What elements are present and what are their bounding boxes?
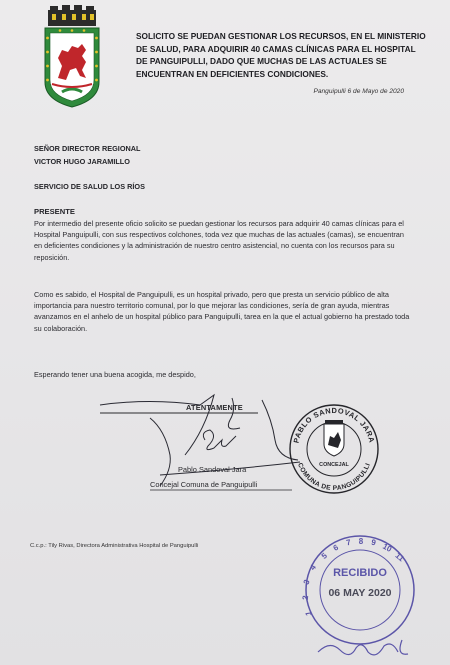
receiver-signature-icon	[318, 640, 408, 655]
seal-ring-bottom: COMUNA DE PANGUIPULLI	[295, 462, 372, 493]
received-date: 06 MAY 2020	[328, 587, 392, 599]
svg-text:11: 11	[393, 550, 406, 564]
seal-ring-top: PABLO SANDOVAL JARA	[291, 405, 377, 444]
body-paragraph-1: Por intermedio del presente oficio solicito se puedan gestionar los recursos para adquirir 40 camas clínicas para el Hospital Panguipulli, con sus respectivos colchones, toda vez que muchas de las actuales (camas), se encuentran en deficientes condiciones y la administración de nuestro centro asistencial, no cuenta con los recursos para su reposición.	[34, 219, 404, 262]
councillor-seal-icon	[290, 405, 378, 493]
received-stamp-icon	[301, 536, 414, 655]
handwritten-signature-icon	[100, 395, 300, 486]
svg-text:7: 7	[345, 537, 352, 548]
place-date: Panguipulli 6 de Mayo de 2020	[313, 88, 404, 95]
svg-text:5: 5	[319, 551, 329, 561]
valediction: ATENTAMENTE	[186, 403, 243, 412]
signatory-name: Pablo Sandoval Jara	[178, 465, 247, 474]
svg-text:8: 8	[358, 537, 364, 546]
seal-center-label: CONCEJAL	[319, 462, 349, 468]
svg-text:10: 10	[381, 541, 394, 554]
recipient-institution: SERVICIO DE SALUD LOS RÍOS	[34, 182, 145, 191]
svg-text:9: 9	[370, 537, 377, 548]
svg-text:3: 3	[301, 578, 312, 586]
svg-text:6: 6	[331, 542, 340, 553]
svg-text:4: 4	[308, 562, 318, 572]
recipient-title: SEÑOR DIRECTOR REGIONAL	[34, 144, 141, 153]
closing-line: Esperando tener una buena acogida, me despido,	[34, 370, 196, 379]
svg-text:2: 2	[300, 595, 311, 601]
carbon-copy-line: C.c.p.: Tily Rivas, Directora Administrativa Hospital de Panguipulli	[30, 543, 199, 549]
svg-text:1: 1	[303, 610, 314, 617]
signatory-title: Concejal Comuna de Panguipulli	[150, 480, 258, 489]
body-paragraph-2: Como es sabido, el Hospital de Panguipulli, es un hospital privado, pero que presta un servicio público de alta importancia para nuestro territorio comunal, por lo que mejorar las condiciones, sería de gran ayuda, mientras avanzamos en el anhelo de un hospital público para Panguipulli, tarea en la que el actual gobierno ha prestado toda su colaboración.	[34, 290, 410, 333]
received-label: RECIBIDO	[333, 567, 387, 579]
recipient-name: VICTOR HUGO JARAMILLO	[34, 157, 130, 166]
greeting: PRESENTE	[34, 207, 75, 216]
subject-heading: SOLICITO SE PUEDAN GESTIONAR LOS RECURSOS, EN EL MINISTERIO DE SALUD, PARA ADQUIRIR 40 CAMAS CLÍNICAS PARA EL HOSPITAL DE PANGUIPULLI, DADO QUE MUCHAS DE LAS ACTUALES SE ENCUENTRAN EN DEFICIENTES CONDICIONES.	[136, 31, 426, 79]
